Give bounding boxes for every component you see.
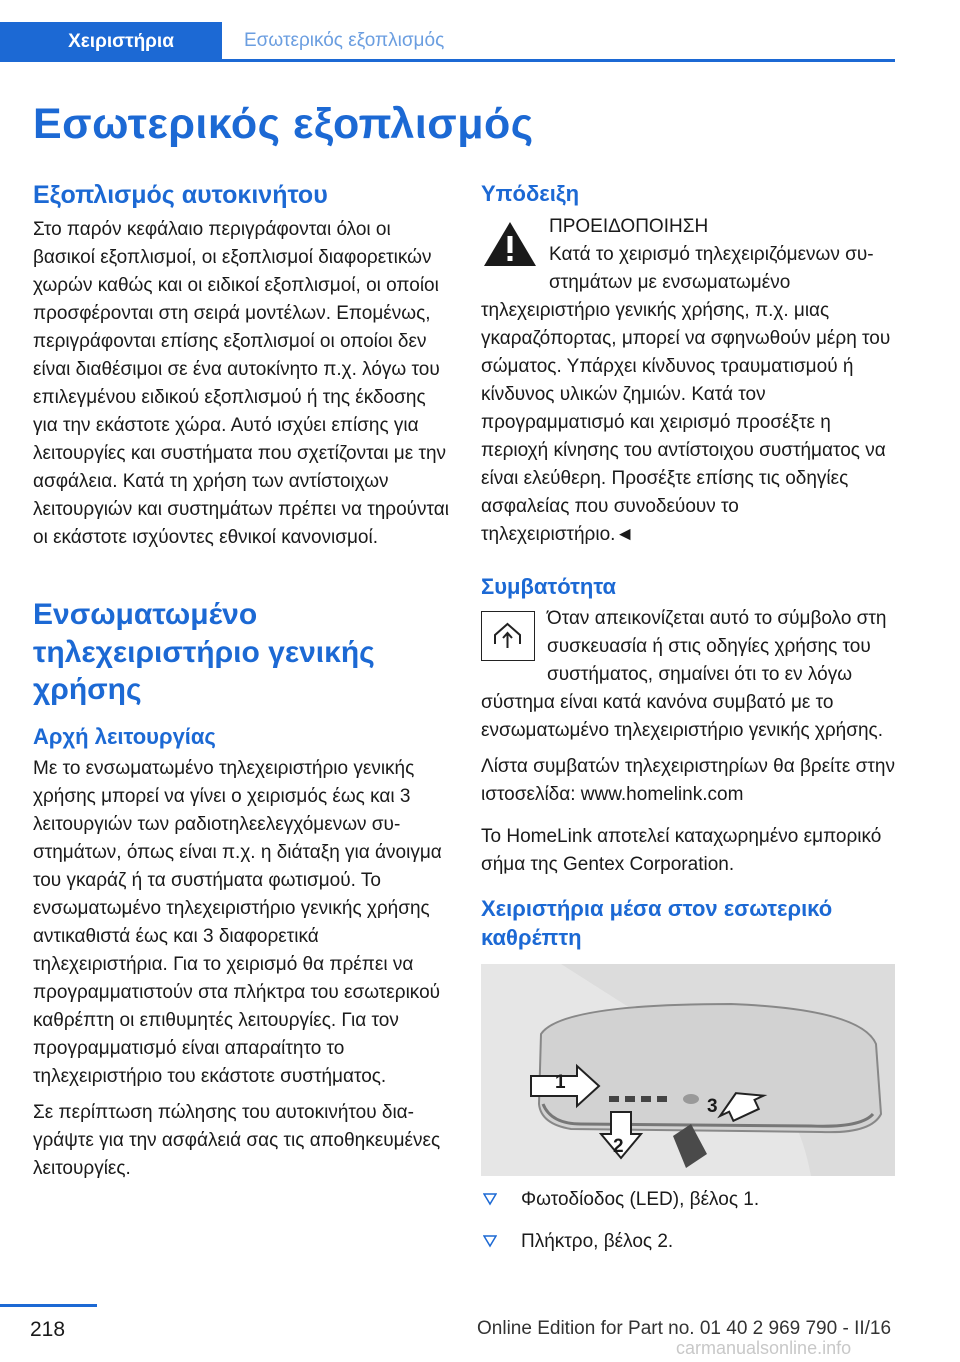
warning-title: ΠΡΟΕΙΔΟΠΟΙΗΣΗ [549, 215, 709, 237]
tab-interior-equipment[interactable]: Εσωτερικός εξοπλισμός [222, 22, 895, 62]
bullet-triangle-icon [483, 1234, 497, 1248]
page-number-rule [0, 1304, 97, 1307]
callout-3: 3 [707, 1096, 718, 1118]
paragraph-vehicle-equipment: Στο παρόν κεφάλαιο περιγράφονται όλοι οι βασικοί εξοπλισμοί, οι εξοπλισμοί διαφορετικών χωρών καθώς και οι ειδικοί εξοπλισμοί, οι οποίοι προσφέρονται στη σειρά μοντέλων. Επομένως, περιγράφονται επίσης εξοπλισμοί οι οποίοι δεν είναι διαθέσιμοι σε ένα αυτοκίνητο π.χ. λόγω του επιλεγμένου ειδικού εξοπλισμού ή της έκδοσης για την εκάστοτε χώρα. Αυτό ισχύει επίσης για λειτουργίες και συστήματα που σχετίζονται με την ασφάλεια. Κατά τη χρήση των αντίστοιχων λειτουργιών και συστημάτων πρέπει να τηρούνται οι εκάστοτε ισχύοντες εθνικοί κανονισμοί. [33, 219, 449, 548]
mirror-controls-list [481, 1186, 896, 1256]
callout-1: 1 [555, 1072, 566, 1094]
right-column [481, 180, 896, 1270]
page-title: Εσωτερικός εξοπλισμός [33, 100, 534, 148]
homelink-house-icon [481, 611, 535, 661]
list-item-text: Φωτοδίοδος (LED), βέλος 1. [521, 1189, 760, 1211]
list-item [481, 1228, 896, 1256]
compatibility-block [481, 605, 896, 753]
mirror-photo [481, 964, 895, 1176]
paragraph-compatibility: Όταν απεικονίζεται αυτό το σύμβολο στη συσκευασία ή στις οδηγίες χρήσης του συστήματος, σημαίνει ότι το εν λόγω σύστημα είναι κατά κανόνα συμβατό με το ενσωματωμένο τηλεχειριστήριο γενικής χρήσης. [481, 608, 887, 742]
subheading-principle: Αρχή λειτουργίας [33, 723, 216, 749]
edition-footer: Online Edition for Part no. 01 40 2 969 790 - II/16 [477, 1318, 892, 1339]
subheading-note: Υπόδειξη [481, 181, 580, 206]
warning-block [481, 213, 896, 557]
paragraph-trademark: Το HomeLink αποτελεί καταχωρημένο εμπορικό σήμα της Gentex Corporation. [481, 826, 882, 876]
warning-text: Κατά το χειρισμό τηλεχειριζόμενων συστημάτων με ενσωματωμένο τηλεχειριστήριο γενικής χρήσης, π.χ. μιας γκαραζόπορτας, μπορεί να σφηνωθούν μέρη του σώματος. Υπάρχει κίνδυνος τραυματισμού ή κίνδυνος υλικών ζημιών. Κατά τον προγραμματισμό και χειρισμό προσέξτε η περιοχή κίνησης του αντίστοιχου συστήματος να είναι ελεύθερη. Προσέξτε επίσης τις οδηγίες ασφαλείας που συνοδεύουν το τηλεχειριστήριο.◄ [481, 243, 891, 545]
subheading-compatibility: Συμβατότητα [481, 573, 617, 599]
paragraph-compatible-list: Λίστα συμβατών τηλεχειριστηρίων θα βρείτε στην ιστοσελίδα: www.homelink.com [481, 756, 895, 806]
left-column [33, 180, 451, 1191]
subheading-mirror-controls: Χειριστήρια μέσα στον εσωτερικό καθρέπτη [481, 896, 833, 950]
page-number: 218 [30, 1318, 66, 1341]
section-heading-universal-remote: Ενσωματωμένο τηλεχειριστήριο γενικής χρήσης [33, 598, 375, 706]
watermark: carmanualsonline.info [676, 1338, 852, 1358]
warning-triangle-icon [481, 219, 539, 269]
list-item [481, 1186, 896, 1214]
tab-controls[interactable]: Χειριστήρια [0, 22, 222, 62]
section-heading-vehicle-equipment: Εξοπλισμός αυτοκινήτου [33, 181, 328, 209]
paragraph-principle: Με το ενσωματωμένο τηλεχειριστήριο γενικής χρήσης μπορεί να γίνει ο χειρισμός έως και 3 λειτουργιών των ραδιοτηλεελεγχόμενων συστημάτων, όπως είναι π.χ. η διάταξη για άνοιγμα του γκαράζ ή τα συστήματα φωτισμού. Το ενσωματωμένο τηλεχειριστήριο γενικής χρήσης αντικαθιστά έως και 3 διαφορετικά τηλεχειριστήρια. Για το χειρισμό θα πρέπει να προγραμματιστούν στα πλήκτρα του εσωτερικού καθρέπτη οι επιθυμητές λειτουργίες. Για τον προγραμματισμό είναι απαραίτητο το τηλεχειριστήριο του εκάστοτε συστήματος. [33, 758, 442, 1088]
paragraph-sale: Σε περίπτωση πώλησης του αυτοκινήτου διαγράψτε για την ασφάλειά σας τις αποθηκευμένες λειτουργίες. [33, 1102, 441, 1180]
header-tabs [0, 22, 895, 62]
list-item-text: Πλήκτρο, βέλος 2. [521, 1231, 674, 1253]
bullet-triangle-icon [483, 1192, 497, 1206]
callout-2: 2 [613, 1136, 624, 1158]
